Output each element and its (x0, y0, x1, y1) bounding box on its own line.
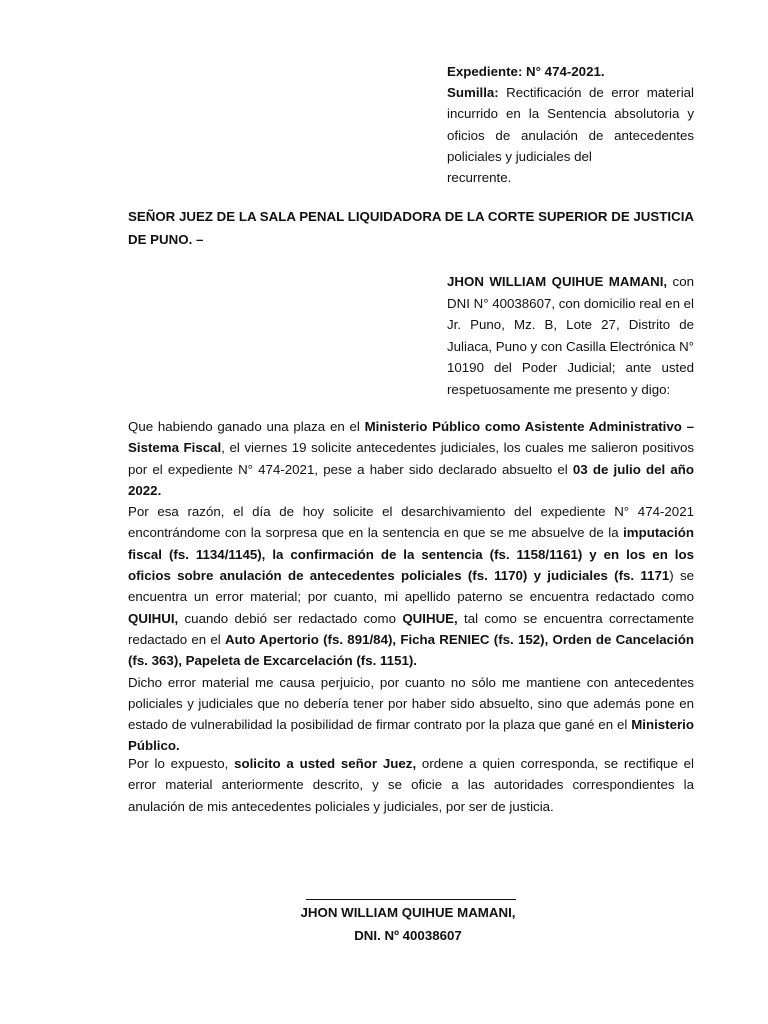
p2-text-2: ) se encuentra un error material; por cuanto, mi apellido paterno se encuentra redactado como (128, 568, 694, 605)
p1-text-1: Que habiendo ganado una plaza en el (128, 419, 365, 434)
summary (447, 82, 694, 167)
p1-bold-2: 03 de julio del año 2022. (128, 461, 694, 498)
case-header (447, 61, 694, 188)
signature-name: JHON WILLIAM QUIHUE MAMANI, (300, 905, 516, 920)
p2-text-3: cuando debió ser redactado como (178, 610, 403, 626)
addressee: SEÑOR JUEZ DE LA SALA PENAL LIQUIDADORA DE LA CORTE SUPERIOR DE JUSTICIA DE PUNO. – (128, 209, 694, 247)
p2-bold-2: QUIHUI, (128, 610, 179, 626)
signature-dni: DNI. Nº 40038607 (354, 928, 462, 943)
closing-text-2: ordene a quien corresponda, se rectifique el error material anteriormente descrito, y se oficie a las autoridades correspondientes la anulación de mis antecedentes policiales y judiciales, por ser de justicia. (128, 756, 694, 814)
paragraph-2 (128, 501, 694, 671)
summary-label: Sumilla: (447, 85, 499, 101)
closing-bold-1: solicito a usted señor Juez, (234, 756, 417, 771)
summary-text: Rectificación de error material incurrido en la Sentencia absolutoria y oficios de anulación de antecedentes policiales y judiciales del (447, 85, 694, 164)
paragraph-3 (128, 672, 694, 757)
p2-text-1: Por esa razón, el día de hoy solicite el desarchivamiento del expediente N° 474-2021 encontrándome con la sorpresa que en la sentencia en que se me absuelve de la (128, 504, 694, 541)
p2-text-4: tal como se encuentra correctamente redactado en el (128, 610, 694, 647)
closing-paragraph (128, 753, 694, 817)
case-number: Expediente: N° 474-2021. (447, 64, 605, 79)
p2-bold-4: Auto Apertorio (fs. 891/84), Ficha RENIEC (fs. 152), Orden de Cancelación (fs. 363), Papeleta de Excarcelación (fs. 1151). (128, 631, 694, 669)
p1-bold-1: Ministerio Público como Asistente Administrativo – Sistema Fiscal (128, 419, 695, 456)
p3-bold-1: Ministerio Público. (128, 717, 694, 754)
paragraph-1 (128, 416, 694, 501)
signature-line (306, 899, 516, 900)
intro-text: con DNI N° 40038607, con domicilio real en el Jr. Puno, Mz. B, Lote 27, Distrito de Juliaca, Puno y con Casilla Electrónica N° 10190 del Poder Judicial; ante usted respetuosamente me presento y digo: (447, 274, 695, 397)
closing-text-1: Por lo expuesto, (128, 756, 235, 771)
summary-last-line: recurrente. (447, 170, 512, 186)
body-text (128, 416, 694, 757)
petitioner-name: JHON WILLIAM QUIHUE MAMANI, (447, 274, 668, 289)
p3-text-1: Dicho error material me causa perjuicio, por cuanto no sólo me mantiene con antecedentes policiales y judiciales que no debería tener por haber sido absuelto, sino que además pone en estado de vulnerabilidad la posibilidad de firmar contrato por la plaza que gané en el (128, 674, 694, 733)
p1-text-2: , el viernes 19 solicite antecedentes judiciales, los cuales me salieron positivos por el expediente N° 474-2021, pese a haber sido declarado absuelto el (128, 440, 695, 477)
intro-paragraph (447, 271, 694, 400)
p2-bold-1: imputación fiscal (fs. 1134/1145), la confirmación de la sentencia (fs. 1158/1161) y en los en los oficios sobre anulación de antecedentes policiales (fs. 1170) y judiciales (fs. 1171 (128, 525, 694, 584)
p2-bold-3: QUIHUE, (402, 610, 458, 626)
